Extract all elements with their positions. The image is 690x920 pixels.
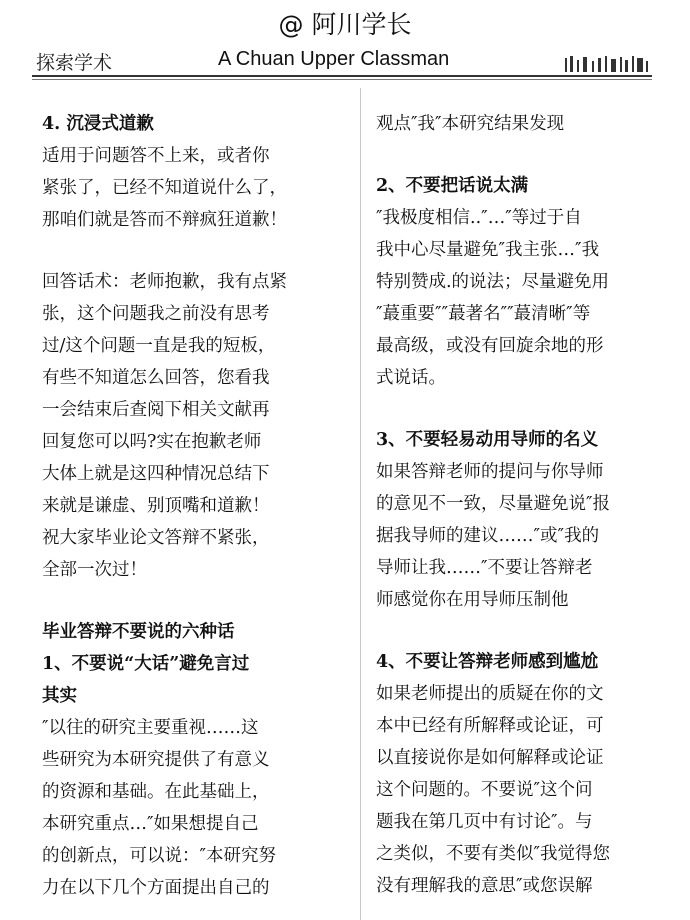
item-3-title: 3、不要轻易动用导师的名义 [376, 430, 599, 450]
item-2-line: 式说话。 [376, 368, 446, 388]
item-2-line: ″蕞重要″″蕞著名″″蕞清晰″等 [376, 304, 591, 324]
item-3-line: 的意见不一致，尽量避免说″报 [376, 494, 611, 514]
item-4-title: 4、不要让答辩老师感到尴尬 [376, 652, 599, 672]
header-rule-thin [32, 79, 652, 80]
item-1-line: 的资源和基础。在此基础上， [42, 782, 270, 802]
brand-english: A Chuan Upper Classman [218, 48, 450, 70]
item-3-line: 如果答辩老师的提问与你导师 [376, 462, 604, 482]
item-2-line: 我中心尽量避免″我主张…″我 [376, 240, 600, 260]
item-1-line: 的创新点，可以说：″本研究努 [42, 846, 277, 866]
answer-script-line: 全部一次过！ [42, 560, 147, 580]
decorative-bars-icon [565, 56, 651, 72]
right-column [376, 108, 676, 902]
paragraph-gap [42, 236, 342, 266]
section-4-title: 4. 沉浸式道歉 [42, 114, 154, 134]
answer-script-line: 一会结束后查阅下相关文献再 [42, 400, 270, 420]
item-4-line: 之类似，不要有类似″我觉得您 [376, 844, 611, 864]
item-1-title: 1、不要说“大话”避免言过 [42, 654, 250, 674]
paragraph-gap [42, 586, 342, 616]
section-4-line: 那咱们就是答而不辩疯狂道歉！ [42, 210, 287, 230]
brand-chinese: 探索学术 [36, 52, 113, 74]
item-1-line: 本研究重点…″如果想提自己 [42, 814, 259, 834]
item-4-line: 本中已经有所解释或论证，可 [376, 716, 604, 736]
item-4-line: 以直接说你是如何解释或论证 [376, 748, 604, 768]
six-phrases-title: 毕业答辩不要说的六种话 [42, 622, 235, 642]
item-2-line: 特别赞成.的说法；尽量避免用 [376, 272, 610, 292]
header-rule-thick [32, 75, 652, 77]
paragraph-gap [376, 394, 676, 424]
item-3-line: 导师让我……″不要让答辩老 [376, 558, 593, 578]
continuation-line: 观点″我″本研究结果发现 [376, 114, 565, 134]
item-4-line: 没有理解我的意思″或您误解 [376, 876, 593, 896]
item-2-title: 2、不要把话说太满 [376, 176, 529, 196]
item-4-line: 这个问题的。不要说″这个问 [376, 780, 593, 800]
item-3-line: 据我导师的建议……″或″我的 [376, 526, 600, 546]
item-1-line: 力在以下几个方面提出自己的 [42, 878, 270, 898]
account-handle: @ 阿川学长 [278, 10, 412, 39]
answer-script-line: 张，这个问题我之前没有思考 [42, 304, 270, 324]
paragraph-gap [376, 140, 676, 170]
answer-script-line: 回答话术：老师抱歉，我有点紧 [42, 272, 287, 292]
item-1-line: ″以往的研究主要重视……这 [42, 718, 259, 738]
item-1-line: 些研究为本研究提供了有意义 [42, 750, 270, 770]
item-3-line: 师感觉你在用导师压制他 [376, 590, 569, 610]
item-2-line: ″我极度相信..″…″等过于自 [376, 208, 582, 228]
column-divider [360, 88, 361, 920]
answer-script-line: 来就是谦虚、别顶嘴和道歉！ [42, 496, 270, 516]
item-1-title: 其实 [42, 686, 77, 706]
answer-script-line: 祝大家毕业论文答辩不紧张， [42, 528, 270, 548]
item-2-line: 最高级，或没有回旋余地的形 [376, 336, 604, 356]
answer-script-line: 回复您可以吗?实在抱歉老师 [42, 432, 262, 452]
answer-script-line: 过/这个问题一直是我的短板， [42, 336, 276, 356]
page-header [0, 0, 690, 82]
item-4-line: 如果老师提出的质疑在你的文 [376, 684, 604, 704]
left-column [42, 108, 342, 904]
answer-script-line: 大体上就是这四种情况总结下 [42, 464, 270, 484]
section-4-line: 适用于问题答不上来，或者你 [42, 146, 270, 166]
answer-script-line: 有些不知道怎么回答，您看我 [42, 368, 270, 388]
paragraph-gap [376, 616, 676, 646]
item-4-line: 题我在第几页中有讨论″。与 [376, 812, 593, 832]
section-4-line: 紧张了，已经不知道说什么了， [42, 178, 287, 198]
